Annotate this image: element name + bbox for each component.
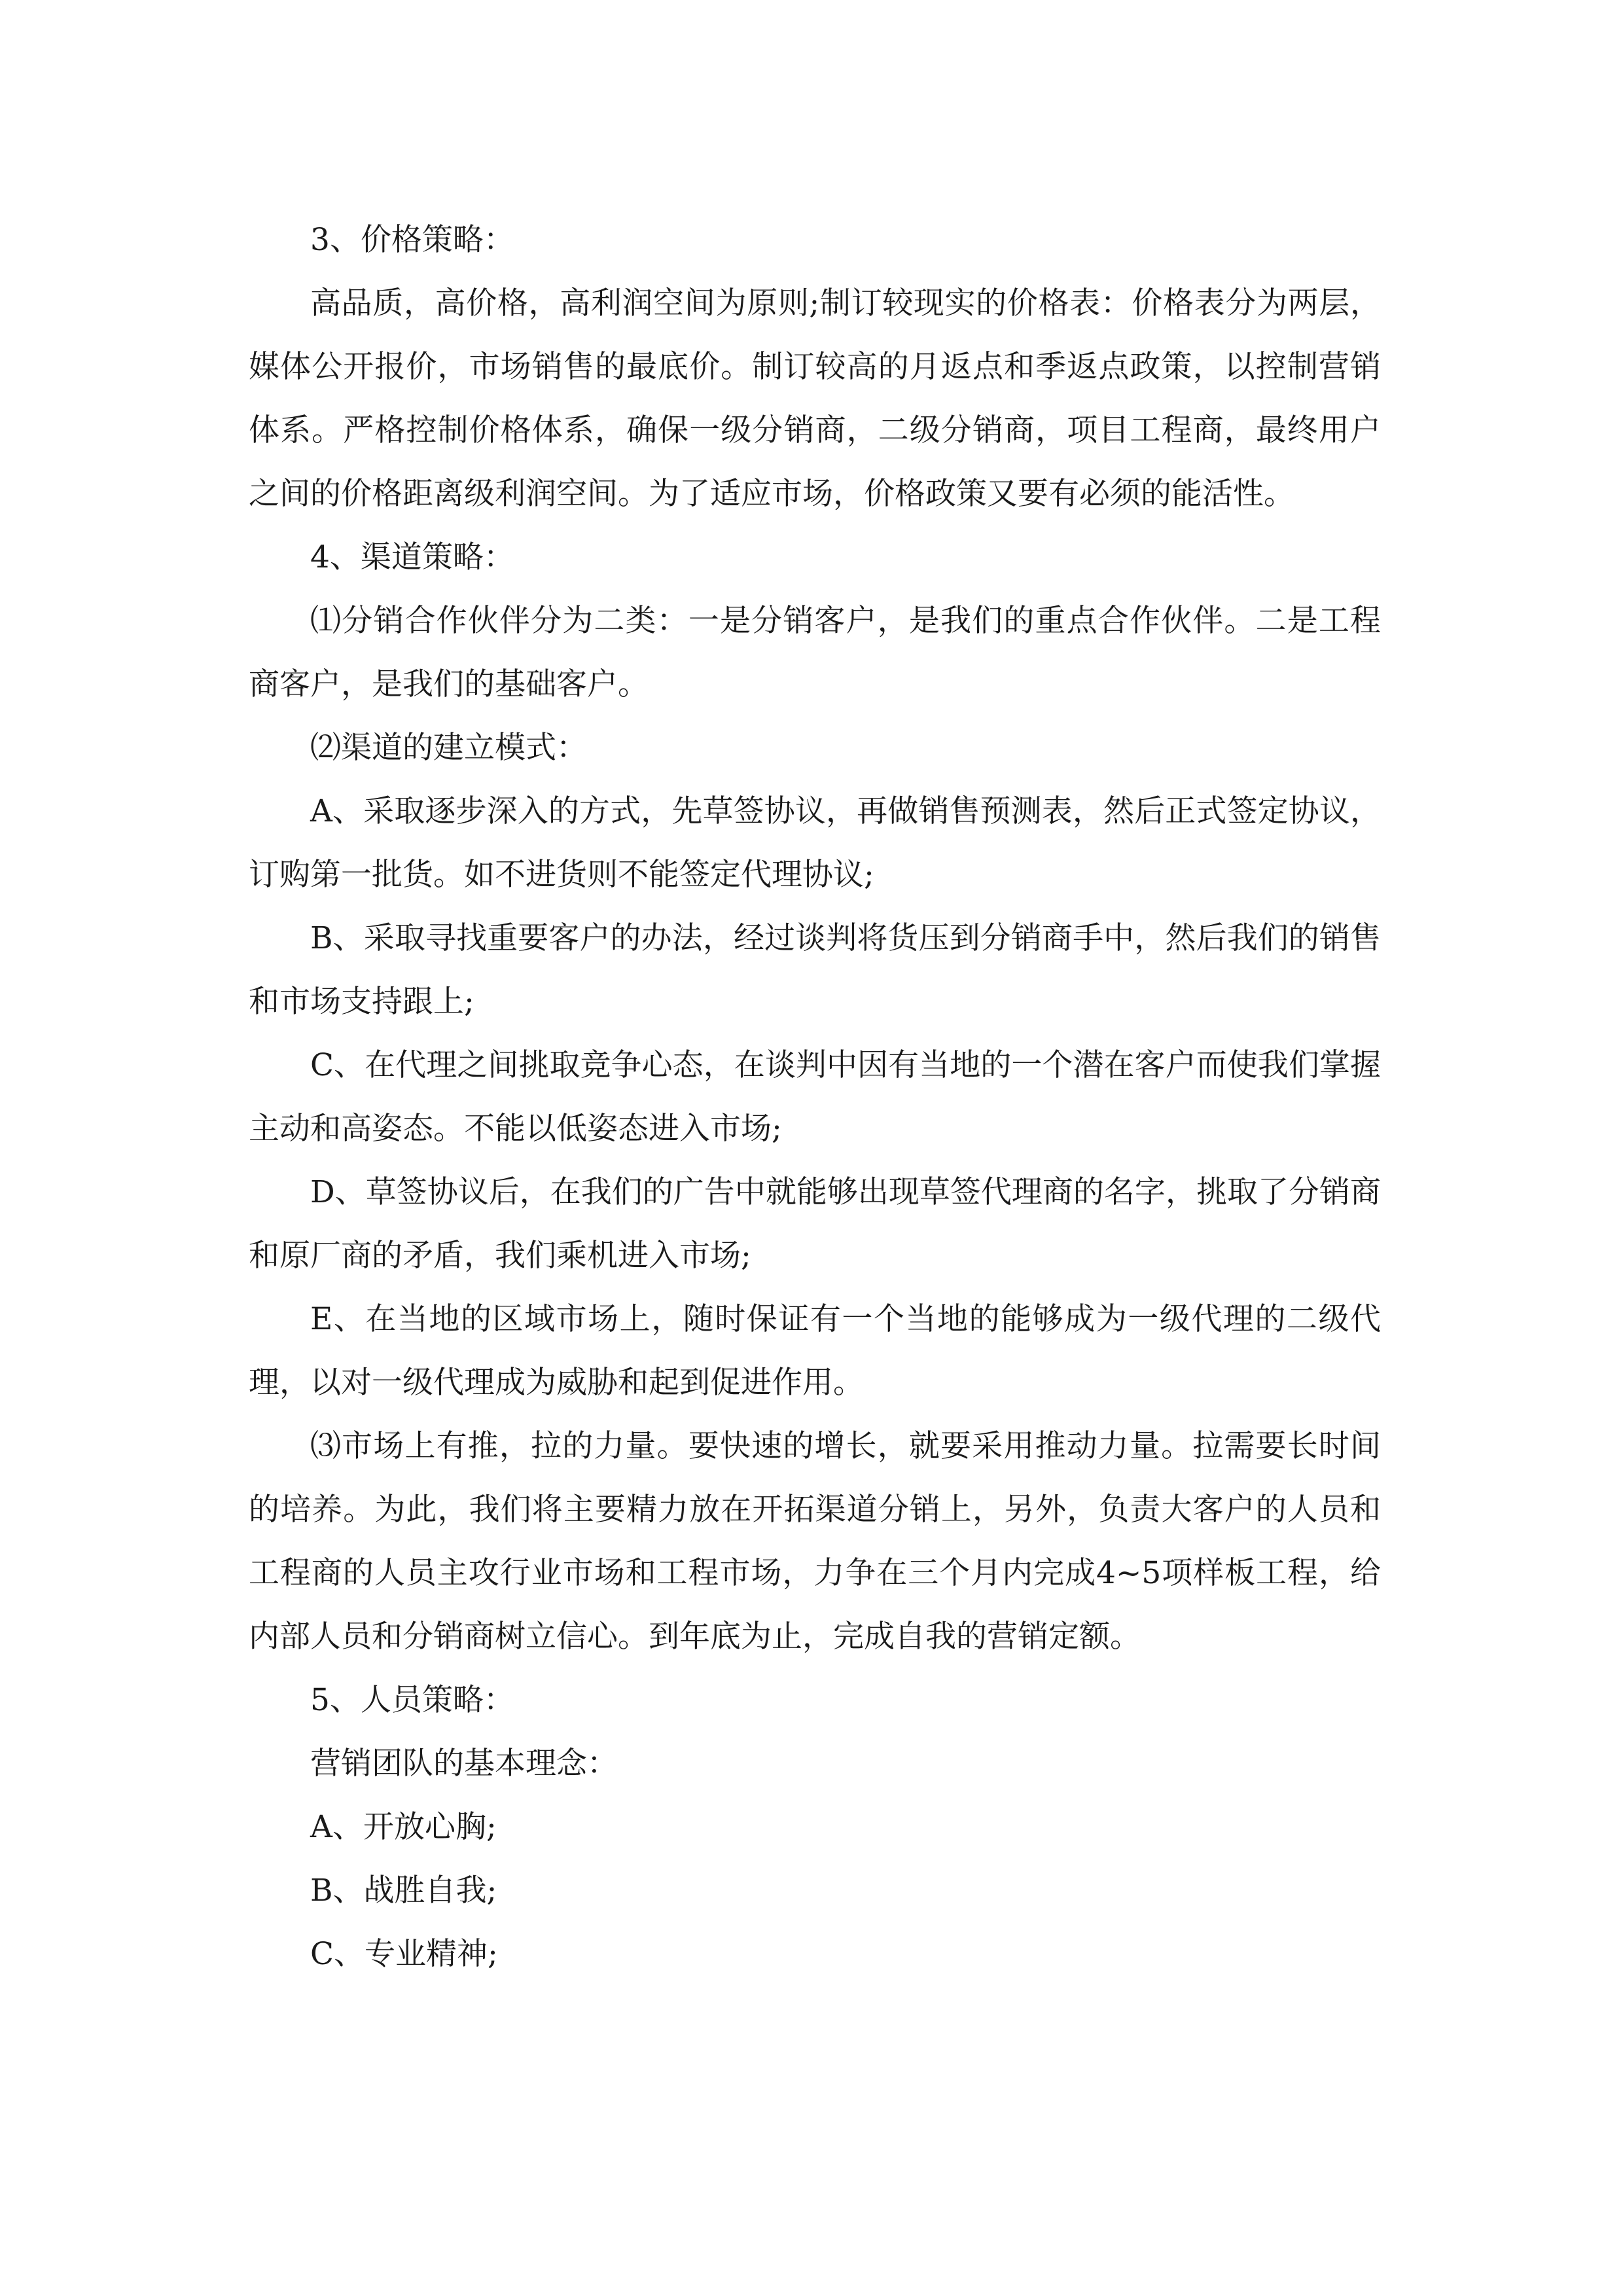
list-item-professionalism: C、专业精神; [310,1936,498,1972]
paragraph-market-push-pull: ⑶市场上有推，拉的力量。要快速的增长，就要采用推动力量。拉需要长时间的培养。为此，我们将主要精力放在开拓渠道分销上，另外，负责大客户的人员和工程商的人员主攻行业市场和工程市场，力争在三个月内完成4~5项样板工程，给内部人员和分销商树立信心。到年底为止，完成自我的营销定额。 [249,1428,1381,1655]
heading-personnel-strategy: 5、人员策略： [310,1682,514,1718]
paragraph-price-principles: 高品质，高价格，高利润空间为原则;制订较现实的价格表：价格表分为两层，媒体公开报价，市场销售的最底价。制订较高的月返点和季返点政策，以控制营销体系。严格控制价格体系，确保一级分销商，二级分销商，项目工程商，最终用户之间的价格距离级利润空间。为了适应市场，价格政策又要有必须的能活性。 [249,285,1381,512]
list-item-self-overcome: B、战胜自我; [310,1873,497,1909]
paragraph-distribution-partners: ⑴分销合作伙伴分为二类：一是分销客户，是我们的重点合作伙伴。二是工程商客户，是我们的基础客户。 [249,603,1381,702]
list-item-open-mind: A、开放心胸; [310,1809,497,1845]
heading-channel-strategy: 4、渠道策略： [310,539,514,575]
paragraph-channel-model-heading: ⑵渠道的建立模式： [310,730,587,766]
heading-price-strategy: 3、价格策略： [310,222,514,258]
list-item-d: D、草签协议后，在我们的广告中就能够出现草签代理商的名字，挑取了分销商和原厂商的矛盾，我们乘机进入市场; [249,1174,1381,1274]
list-item-c: C、在代理之间挑取竞争心态，在谈判中因有当地的一个潜在客户而使我们掌握主动和高姿态。不能以低姿态进入市场; [249,1047,1381,1147]
list-item-b: B、采取寻找重要客户的办法，经过谈判将货压到分销商手中，然后我们的销售和市场支持跟上; [249,920,1381,1020]
list-item-a: A、采取逐步深入的方式，先草签协议，再做销售预测表，然后正式签定协议，订购第一批货。如不进货则不能签定代理协议; [249,793,1381,893]
paragraph-team-philosophy: 营销团队的基本理念： [310,1746,618,1782]
document-body [249,208,1381,1986]
list-item-e: E、在当地的区域市场上，随时保证有一个当地的能够成为一级代理的二级代理，以对一级代理成为威胁和起到促进作用。 [249,1301,1381,1401]
